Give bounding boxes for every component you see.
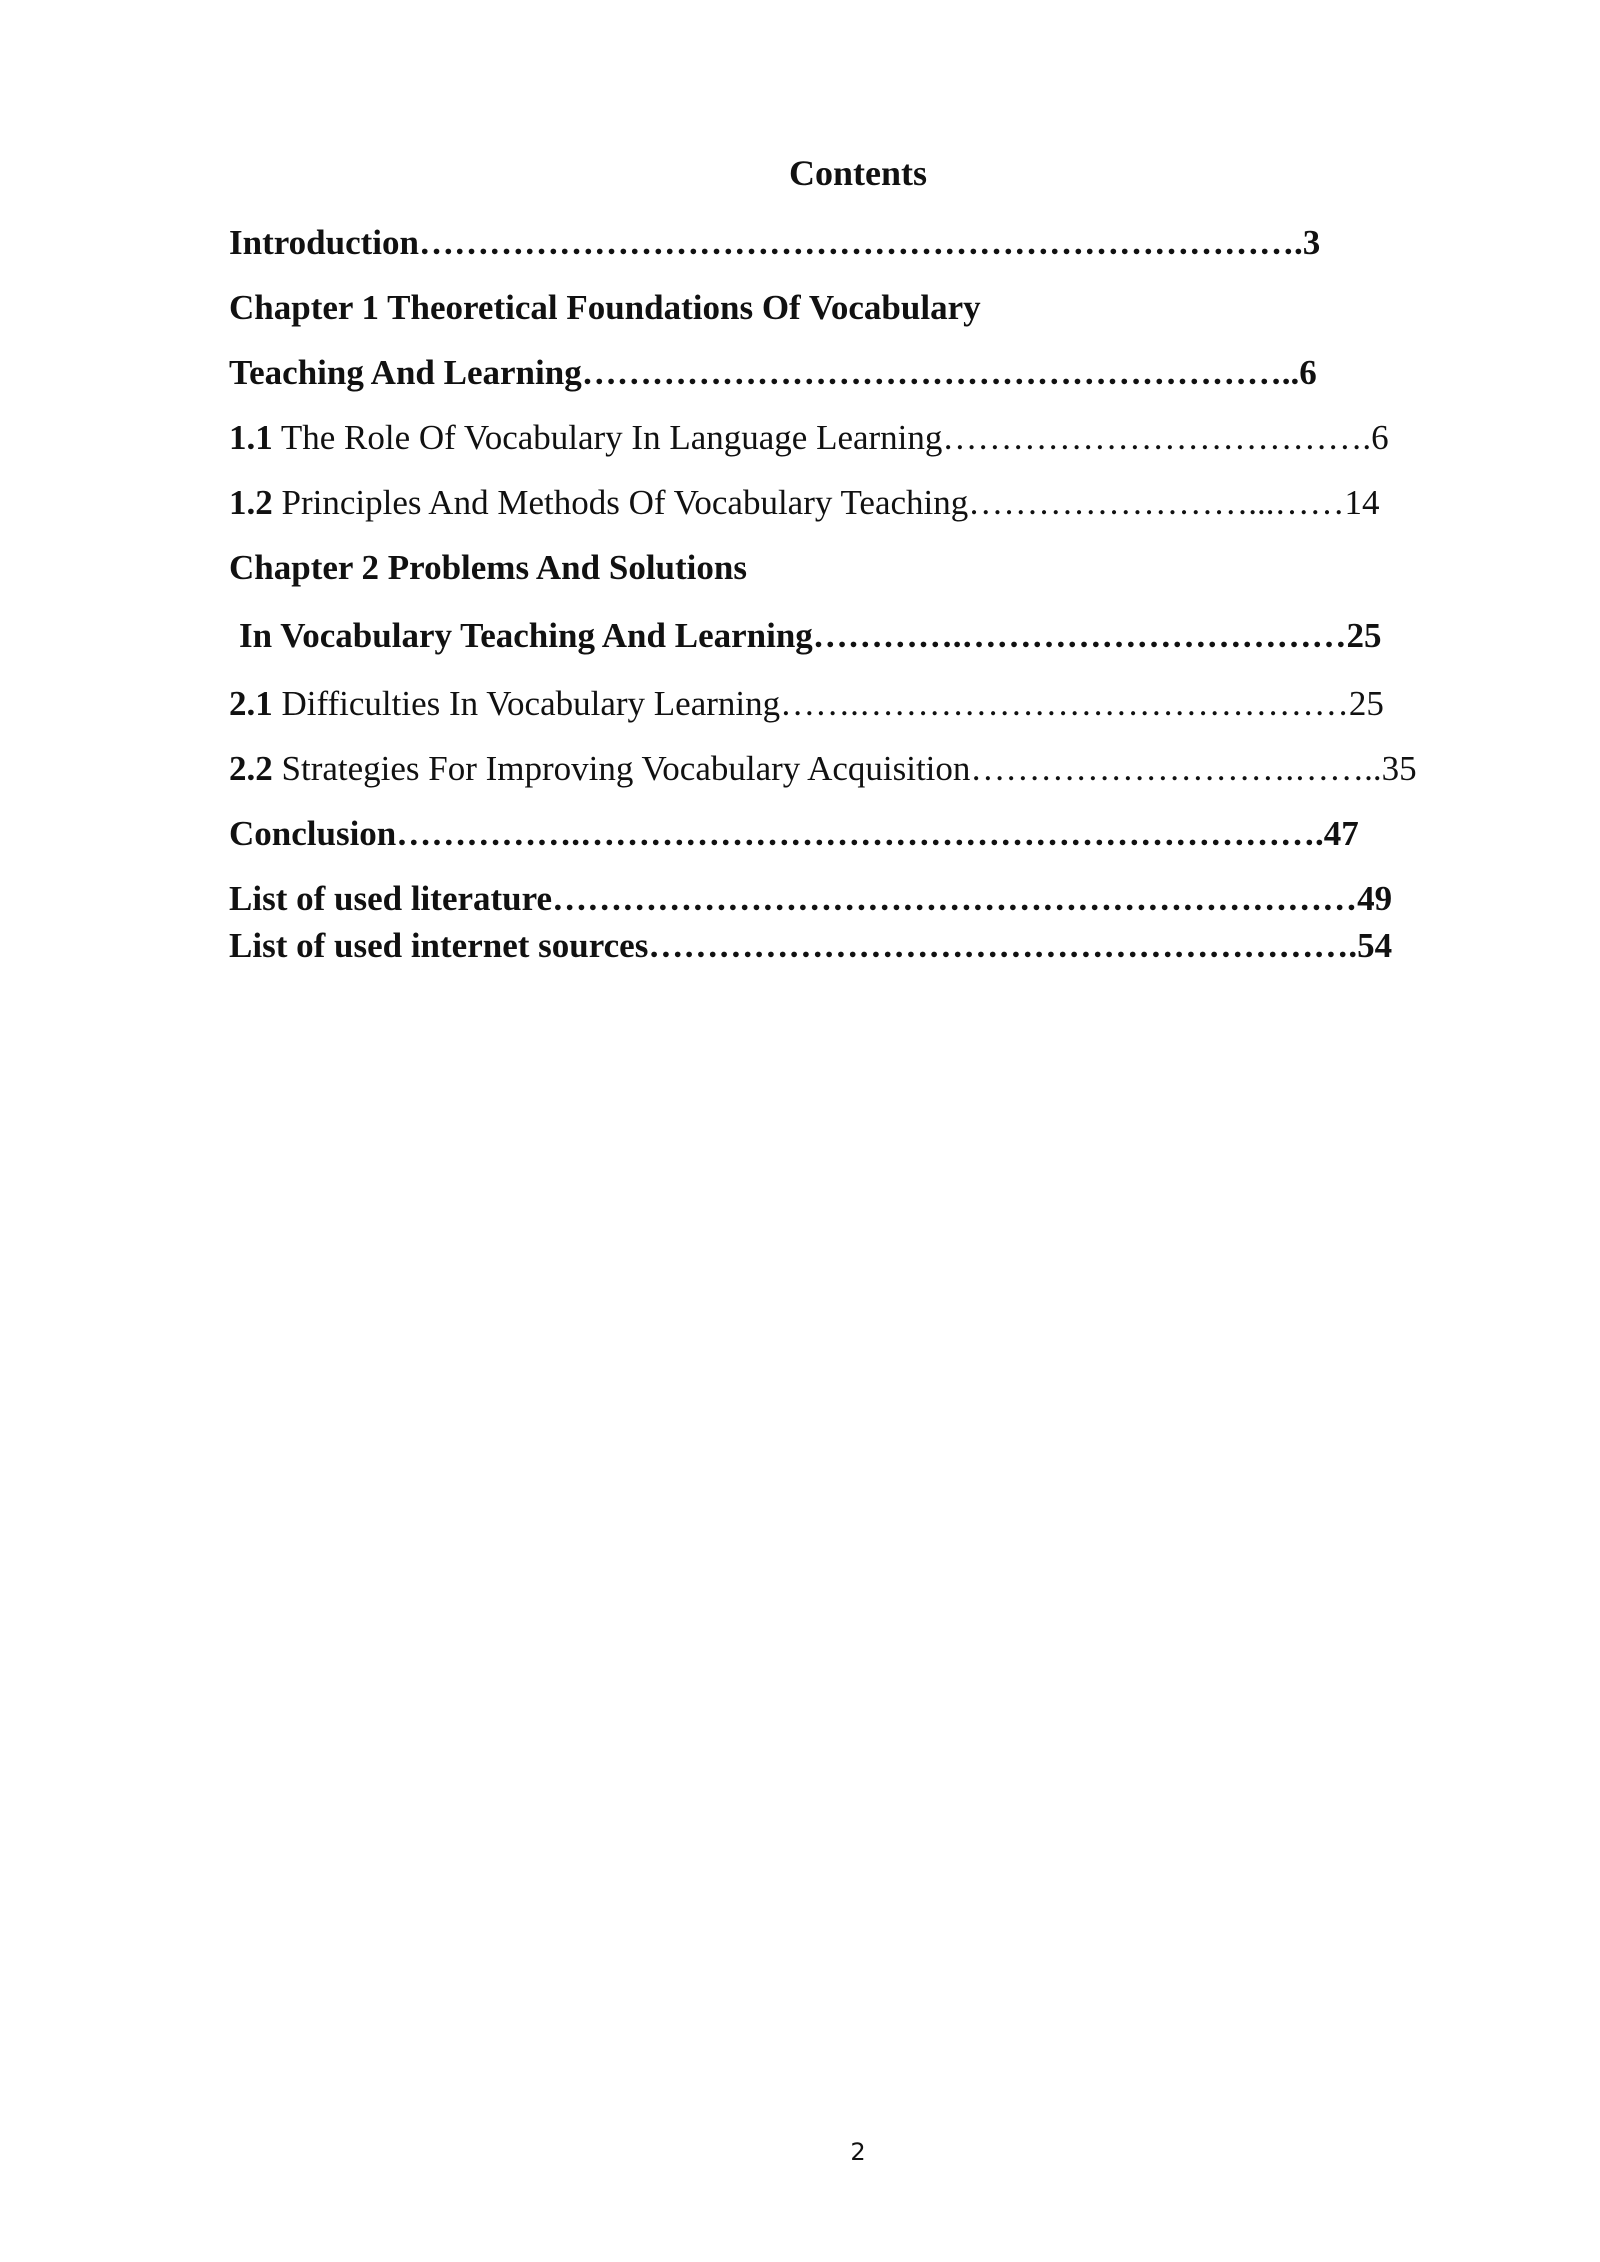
toc-chapter2-title: Chapter 2 Problems And Solutions: [229, 548, 747, 587]
toc-conclusion: Conclusion…………….……………………………………………………….47: [229, 814, 1359, 853]
section-number: 1.2: [229, 483, 273, 522]
section-title: The Role Of Vocabulary In Language Learning……………………………….6: [272, 418, 1389, 457]
section-title: Difficulties In Vocabulary Learning…….……………………………………25: [272, 684, 1384, 723]
toc-internet-sources: List of used internet sources…………………………………………………….54: [229, 926, 1393, 965]
toc-introduction: Introduction………………………………………………………………….3: [229, 223, 1321, 262]
section-number: 2.1: [229, 684, 273, 723]
section-title: Strategies For Improving Vocabulary Acquisition……………………….……..35: [272, 749, 1417, 788]
page-number: 2: [850, 2138, 866, 2166]
toc-used-literature: List of used literature……………………………………………………………49: [229, 879, 1393, 918]
toc-section-2-2: [229, 748, 1484, 790]
toc-chapter1-title: Chapter 1 Theoretical Foundations Of Vocabulary: [229, 288, 981, 327]
page-title: Contents: [788, 153, 927, 193]
toc-section-1-2: [229, 482, 1484, 524]
toc-section-1-1: [229, 417, 1484, 459]
section-title: Principles And Methods Of Vocabulary Teaching……………………...……14: [272, 483, 1380, 522]
toc-chapter2-title-cont: In Vocabulary Teaching And Learning………….……………………………25: [239, 616, 1382, 655]
section-number: 1.1: [229, 418, 273, 457]
toc-chapter1-title-cont: Teaching And Learning……………………………………………………..6: [229, 353, 1317, 392]
toc-section-2-1: [229, 683, 1484, 725]
section-number: 2.2: [229, 749, 273, 788]
